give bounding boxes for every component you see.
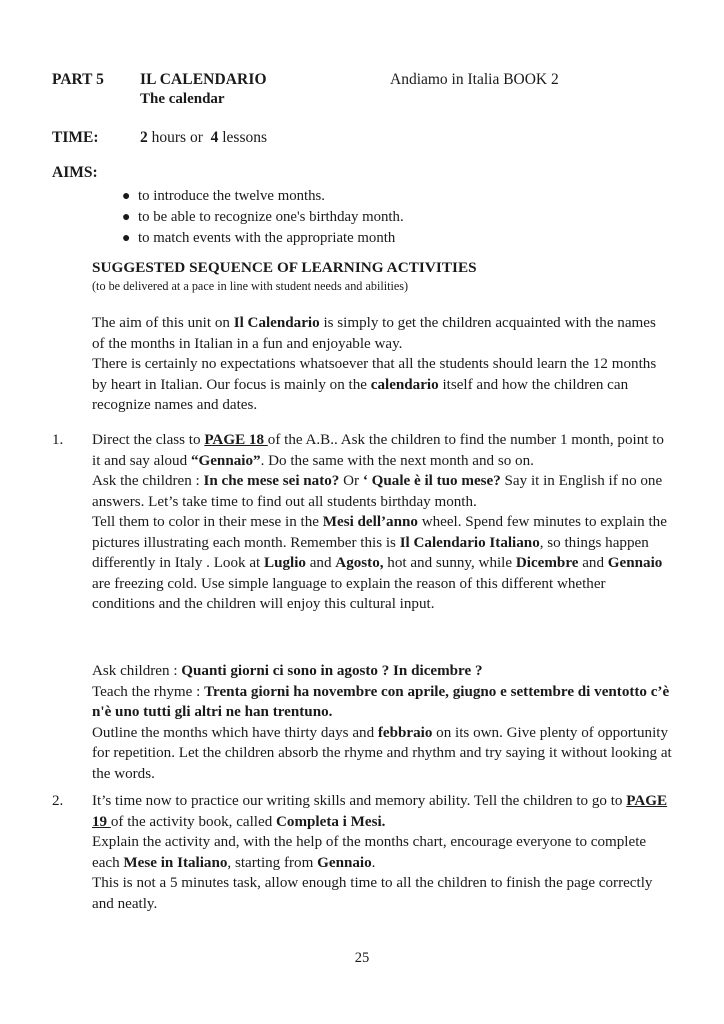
i1p3-h: Agosto, bbox=[335, 555, 384, 571]
time-gap bbox=[203, 129, 211, 146]
i1p2-d: ‘ Quale è il tuo mese? bbox=[362, 473, 501, 489]
time-row bbox=[52, 128, 267, 147]
numbered-item-1 bbox=[52, 430, 672, 615]
item1-rhyme-block bbox=[92, 661, 672, 784]
time-hours-unit: hours or bbox=[151, 129, 203, 146]
bullet-icon: ● bbox=[122, 189, 131, 204]
intro-p1-bold: Il Calendario bbox=[233, 315, 320, 331]
item2-paragraph-3 bbox=[92, 873, 672, 914]
unit-title-italian: IL CALENDARIO bbox=[140, 71, 267, 88]
i1p3-k: and bbox=[578, 555, 608, 571]
intro-p2-part2: itself and how the children can recognize names and dates. bbox=[92, 376, 629, 413]
i2p1-c: Completa i Mesi. bbox=[276, 813, 386, 830]
i1p3-j: Dicembre bbox=[515, 555, 579, 571]
i2p1-b: of the activity book, called bbox=[110, 813, 277, 830]
item1-paragraph-4 bbox=[92, 661, 672, 682]
page-19-reference[interactable]: PAGE 19 bbox=[92, 793, 668, 830]
i1p5-rhyme: Trenta giorni ha novembre con aprile, giugno e settembre di ventotto c’è n'è uno tutti gli altri ne han trentuno. bbox=[92, 683, 670, 720]
i1p2-c: Or bbox=[339, 473, 363, 489]
numbered-item-2 bbox=[52, 791, 672, 914]
bullet-icon: ● bbox=[122, 231, 131, 246]
sequence-subheading: (to be delivered at a pace in line with student needs and abilities) bbox=[92, 279, 409, 293]
i1p5-a: Teach the rhyme : bbox=[92, 683, 205, 700]
list-item bbox=[122, 186, 642, 207]
time-lessons-number: 4 bbox=[210, 129, 219, 146]
i2p2-b: Mese in Italiano bbox=[123, 854, 228, 871]
i1p1-b: of the A.B.. Ask the children to find the number 1 month, point to it and say aloud bbox=[92, 432, 664, 469]
i1p6-b: febbraio bbox=[377, 724, 433, 741]
i1p3-a: Tell them to color in their mese in the bbox=[92, 514, 323, 530]
i1p2-a: Ask the children : bbox=[92, 473, 204, 489]
i1p3-f: Luglio bbox=[264, 555, 306, 571]
page-18-reference[interactable]: PAGE 18 bbox=[204, 432, 268, 448]
intro-p1-part1: The aim of this unit on bbox=[92, 315, 234, 331]
i1p4-a: Ask children : bbox=[92, 663, 182, 679]
item1-paragraph-3 bbox=[92, 512, 672, 615]
item2-paragraph-1 bbox=[92, 791, 672, 832]
intro-p2-bold: calendario bbox=[370, 376, 439, 393]
i1p3-i: hot and sunny, while bbox=[383, 555, 516, 571]
aims-item-text: to introduce the twelve months. bbox=[138, 188, 325, 204]
item-2-body bbox=[92, 791, 672, 914]
i1p3-b: Mesi dell’anno bbox=[322, 514, 418, 530]
time-lessons-unit: lessons bbox=[222, 129, 268, 146]
i1p3-e: , so things happen differently in Italy . Look at bbox=[92, 534, 649, 571]
time-hours-number: 2 bbox=[140, 129, 148, 146]
i1p3-d: Il Calendario Italiano bbox=[399, 534, 540, 551]
i2p2-e: . bbox=[371, 854, 376, 871]
i2p2-a: Explain the activity and, with the help of the months chart, encourage everyone to complete each bbox=[92, 834, 647, 871]
i1p2-b: In che mese sei nato? bbox=[203, 473, 340, 489]
i1p2-e: Say it in English if no one answers. Let’s take time to find out all students birthday month. bbox=[92, 473, 663, 510]
unit-title-group bbox=[140, 70, 390, 109]
item2-paragraph-2 bbox=[92, 832, 672, 873]
i1p3-l: Gennaio bbox=[607, 555, 663, 571]
unit-title-english: The calendar bbox=[140, 91, 225, 107]
part-label: PART 5 bbox=[52, 71, 104, 88]
i1p4-b: Quanti giorni ci sono in agosto ? In dicembre ? bbox=[181, 663, 483, 679]
book-reference: Andiamo in Italia BOOK 2 bbox=[390, 71, 559, 88]
intro-p2-part1: There is certainly no expectations whatsoever that all the students should learn the 12 months by heart in Italian. Our focus is mainly on the bbox=[92, 356, 657, 393]
item1-paragraph-2 bbox=[92, 471, 672, 512]
aims-item-text: to match events with the appropriate month bbox=[138, 230, 396, 246]
intro-block bbox=[92, 313, 672, 416]
i2p2-d: Gennaio bbox=[317, 854, 372, 871]
i1p3-m: are freezing cold. Use simple language to explain the reason of this different whether conditions and the children will enjoy this cultural input. bbox=[92, 575, 606, 612]
item1-paragraph-6 bbox=[92, 723, 672, 785]
i1p1-a: Direct the class to bbox=[92, 432, 205, 448]
item-1-body bbox=[92, 430, 672, 615]
i1p3-g: and bbox=[305, 555, 336, 571]
i2p3-a: This is not a 5 minutes task, allow enough time to all the children to finish the page correctly and neatly. bbox=[92, 875, 653, 912]
i2p2-c: , starting from bbox=[227, 854, 318, 871]
aims-item-text: to be able to recognize one's birthday month. bbox=[138, 209, 404, 225]
i1p3-c: wheel. Spend few minutes to explain the pictures illustrating each month. Remember this is bbox=[92, 514, 667, 551]
intro-paragraph-1 bbox=[92, 313, 672, 354]
intro-paragraph-2 bbox=[92, 354, 672, 416]
aims-label: AIMS: bbox=[52, 164, 98, 181]
item-marker: 2. bbox=[52, 793, 64, 809]
item1-paragraph-1 bbox=[92, 430, 672, 471]
intro-p1-part2: is simply to get the children acquainted with the names of the months in Italian in a fun and enjoyable way. bbox=[92, 315, 656, 352]
list-item bbox=[122, 228, 642, 249]
i1p1-quote: “Gennaio” bbox=[190, 452, 261, 469]
bullet-icon: ● bbox=[122, 210, 131, 225]
item1-paragraph-5 bbox=[92, 682, 672, 723]
sequence-heading: SUGGESTED SEQUENCE OF LEARNING ACTIVITIES bbox=[92, 259, 477, 276]
page-number: 25 bbox=[354, 950, 370, 966]
item-marker: 1. bbox=[52, 432, 64, 448]
aims-list bbox=[122, 186, 642, 249]
i1p1-c: . Do the same with the next month and so on. bbox=[260, 452, 534, 469]
list-item bbox=[122, 207, 642, 228]
i2p1-a: It’s time now to practice our writing skills and memory ability. Tell the children to go to bbox=[92, 793, 627, 809]
i1p6-a: Outline the months which have thirty days and bbox=[92, 724, 378, 741]
i1p6-c: on its own. Give plenty of opportunity for repetition. Let the children absorb the rhyme and rhythm and try saying it without looking at the words. bbox=[92, 724, 672, 782]
time-label: TIME: bbox=[52, 129, 99, 146]
document-header bbox=[52, 70, 672, 109]
